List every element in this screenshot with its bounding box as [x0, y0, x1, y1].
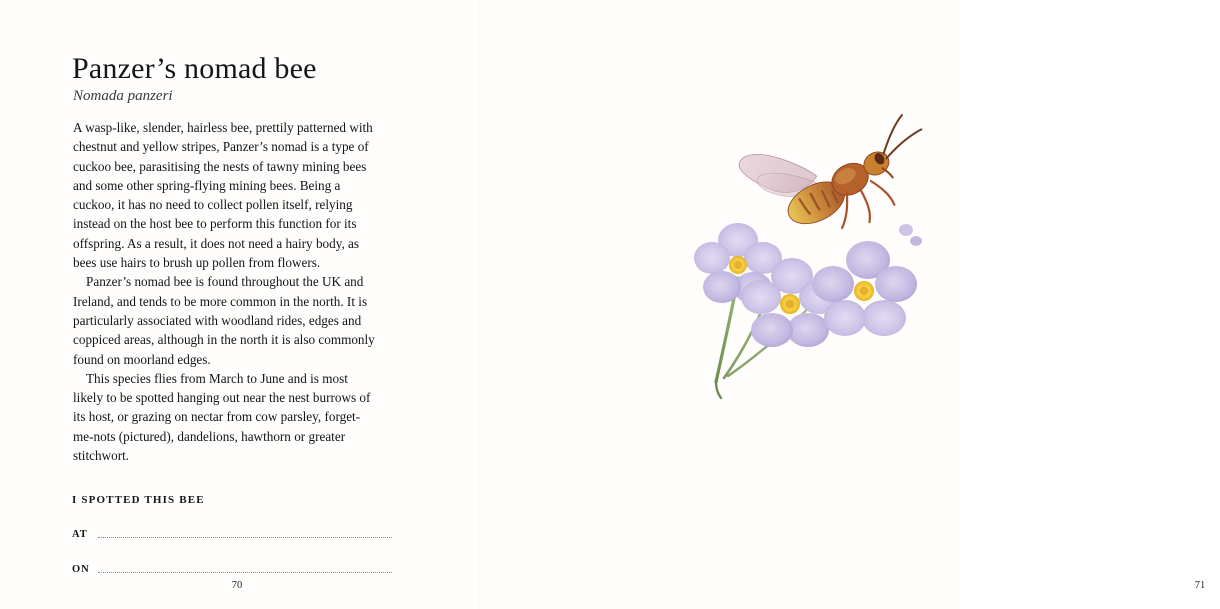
field-input-at[interactable]	[98, 536, 392, 538]
field-row-at[interactable]	[72, 525, 392, 541]
page-title: Panzer’s nomad bee	[72, 52, 317, 85]
body-text	[73, 118, 379, 465]
bee-on-forget-me-not-illustration	[620, 110, 940, 400]
left-page	[0, 0, 480, 609]
body-paragraph-2: Panzer’s nomad bee is found throughout the UK and Ireland, and tends to be more common in the north. It is particularly associated with woodland rides, edges and coppiced areas, although in the north it is also commonly found on moorland edges.	[73, 274, 375, 367]
body-paragraph-1: A wasp-like, slender, hairless bee, prettily patterned with chestnut and yellow stripes, Panzer’s nomad is a type of cuckoo bee, parasitising the nests of tawny mining bees and some other spring-flying mining bees. Being a cuckoo, it has no need to collect pollen itself, relying instead on the host bee to perform this function for its offspring. As a result, it does not need a hairy body, as bees use hairs to brush up pollen from flowers.	[73, 120, 373, 271]
field-row-on[interactable]	[72, 560, 392, 576]
body-paragraph-3: This species flies from March to June and is most likely to be spotted hanging out near the nest burrows of its host, or grazing on nectar from cow parsley, forget-me-nots (pictured), dandelions, hawthorn or greater stitchwort.	[73, 370, 371, 464]
field-label-at: AT	[72, 529, 88, 540]
bee-antennae	[876, 112, 925, 159]
flower-bud-cluster	[899, 224, 922, 246]
forget-me-not-flower-right	[812, 241, 917, 336]
right-page	[480, 0, 1206, 609]
spotted-record-block	[72, 494, 392, 576]
scientific-name: Nomada panzeri	[73, 88, 173, 104]
field-label-on: ON	[72, 564, 90, 575]
folio-left: 70	[231, 580, 243, 591]
folio-right: 71	[1194, 580, 1206, 591]
spotted-heading: I SPOTTED THIS BEE	[72, 494, 205, 506]
field-input-on[interactable]	[98, 571, 392, 573]
